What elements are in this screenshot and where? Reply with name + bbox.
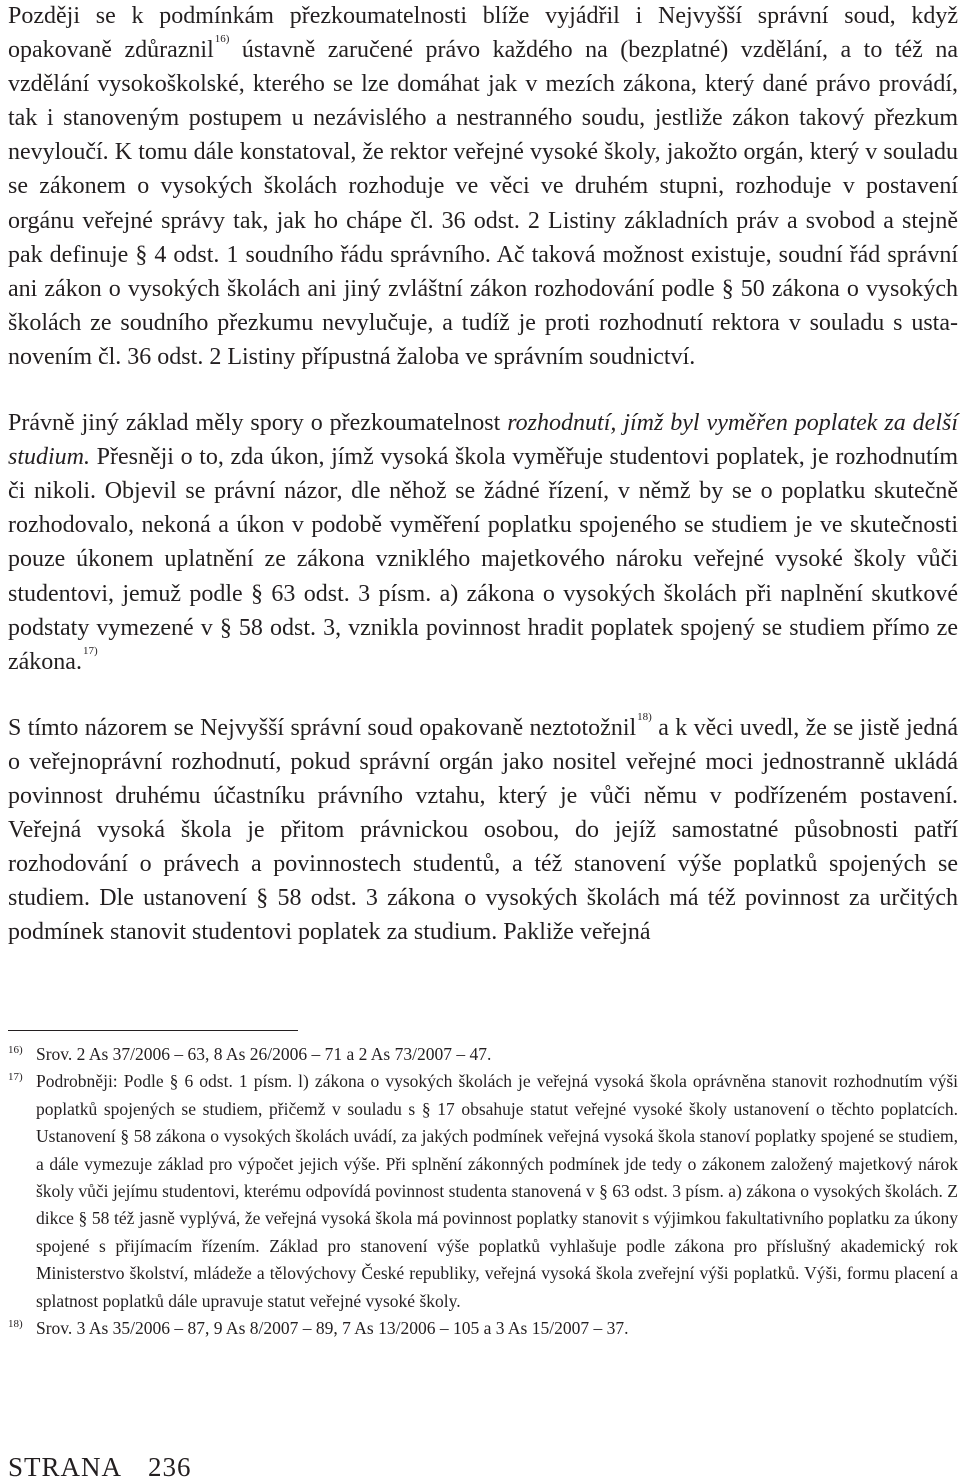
paragraph-2-italic-phrase: rozhodnutí, jímž byl vyměřen poplatek za delší studium. xyxy=(8,410,959,471)
footnote-ref-16[interactable]: 16) xyxy=(214,33,230,46)
footnote-text: Srov. 3 As 35/2006 – 87, 9 As 8/2007 – 89, 7 As 13/2006 – 105 a 3 As 15/2007 – 37. xyxy=(36,1318,629,1339)
footnote-ref-18[interactable]: 18) xyxy=(637,710,652,723)
footnote-17 xyxy=(8,1068,958,1315)
paragraph-1-text-a: Později se k podmínkám přezkoumatelnosti blíže vyjádřil i Nejvyšší správní soud, když opakovaně zdůraznil xyxy=(8,3,958,64)
paragraph-3-text-a: S tímto názorem se Nejvyšší správní soud opakovaně neztotožnil xyxy=(8,714,637,741)
footnote-text: Srov. 2 As 37/2006 – 63, 8 As 26/2006 – 71 a 2 As 73/2007 – 47. xyxy=(36,1044,492,1064)
footnotes-section xyxy=(8,1041,958,1342)
paragraph-2 xyxy=(8,406,958,679)
page-footer xyxy=(8,1451,192,1483)
footnote-text: Podrobněji: Podle § 6 odst. 1 písm. l) zákona o vysokých školách je veřejná vysoká škola oprávněna stanovit rozhodnutím výši poplatků spojených se studiem, přičemž v souladu s § 17 obsahuje statut veřejné vysoké školy ustanovení o těchto poplatcích. Ustanovení § 58 zákona o vysokých školách uvádí, za jakých podmínek veřejná vysoká škola stanoví poplatky spojené se studiem, a dále vymezuje základ pro výpočet jejich výše. Při splnění zákonných podmínek jde tedy o zákonem založený majetkový nárok školy vůči jejímu studentovi, kterému odpovídá povinnost studenta stanovená v § 63 odst. 3 písm. a) zákona o vysokých školách. Z dikce § 58 též jasně vyplývá, že veřejná vysoká škola má povinnost poplatky stanovit s výjimkou fakultativního poplatku za úkony spojené s přijímacím řízením. Základ pro stanovení výše poplatků vyhlašuje podle zákona pro příslušný akademický rok Ministerstvo školství, mládeže a tělovýchovy České republiky, veřejná vysoká škola zveřejní výši poplatků. Výši, formu placení a splatnost poplatků dále upravuje statut veřejné vysoké školy. xyxy=(36,1071,958,1311)
paragraph-2-text-a: Právně jiný základ měly spory o přezkoumatelnost xyxy=(8,410,508,437)
footnote-number: 17) xyxy=(8,1071,23,1084)
paragraph-1-text-b: ústavně zaručené právo každého na (bezplatné) vzdělání, a to též na vzdělání vysokoškolské, kterého se lze domáhat jak v mezích zákona, který dané právo provádí, tak i stanoveným postupem u nezávislého a nestranného soudu, jestliže zákon takový přezkum nevyloučí. K tomu dále konstatoval, že rektor veřejné vysoké školy, jakožto orgán, který v souladu se zákonem o vysokých školách rozhoduje ve věci ve druhém stupni, rozhoduje v postavení orgánu veřejné správy tak, jak ho chápe čl. 36 odst. 2 Listiny základních práv a svobod a stejně pak definuje § 4 odst. 1 soudního řádu správního. Ač taková možnost existuje, soudní řád správní ani zákon o vysokých školách ani jiný zvláštní zákon rozhodování podle § 50 zákona o vysokých školách ze soudního přezkumu nevylučuje, a tudíž je proti rozhodnutí rektora v souladu s ustanovením čl. 36 odst. 2 Listiny přípustná žaloba ve správním soudnictví. xyxy=(8,37,958,370)
paragraph-3 xyxy=(8,711,958,950)
footnote-18 xyxy=(8,1315,958,1342)
page-number: 236 xyxy=(148,1452,192,1482)
main-body-text xyxy=(8,0,958,949)
page-label: STRANA xyxy=(8,1452,123,1482)
footnote-16 xyxy=(8,1041,958,1068)
paragraph-1 xyxy=(8,0,958,374)
footnote-ref-17[interactable]: 17) xyxy=(82,644,98,657)
paragraph-2-text-b: Přesněji o to, zda úkon, jímž vysoká škola vyměřuje studentovi poplatek, je rozhodnutím či nikoli. Objevil se právní názor, dle něhož se žádné řízení, v němž by se o poplatku skutečně rozhodovalo, nekoná a úkon v podobě vyměření poplatku spojeného se studiem je ve skutečnosti pouze úkonem uplatnění ze zákona vzniklého majetkového nároku veřejné vysoké školy vůči studentovi, jemuž podle § 63 odst. 3 písm. a) zákona o vysokých školách při naplnění skutkové podstaty vymezené v § 58 odst. 3, vznikla povinnost hradit poplatek spojený se studiem přímo ze zákona. xyxy=(8,444,958,675)
footnote-divider xyxy=(8,1030,298,1031)
footnote-number: 18) xyxy=(8,1318,23,1331)
paragraph-3-text-b: a k věci uvedl, že se jistě jedná o veřejnoprávní rozhodnutí, pokud správní orgán jako nositel veřejné moci jednostranně ukládá povinnost druhému účastníku právního vztahu, který je vůči němu v podřízeném postavení. Veřejná vysoká škola je přitom právnickou osobou, do jejíž samostatné působnosti patří rozhodování o právech a povinnostech studentů, a též stanovení výše poplatků spojených se studiem. Dle ustanovení § 58 odst. 3 zákona o vysokých školách má též povinnost za určitých podmínek stanovit studentovi poplatek za studium. Pakliže veřejná xyxy=(8,714,958,946)
footnote-number: 16) xyxy=(8,1044,23,1056)
